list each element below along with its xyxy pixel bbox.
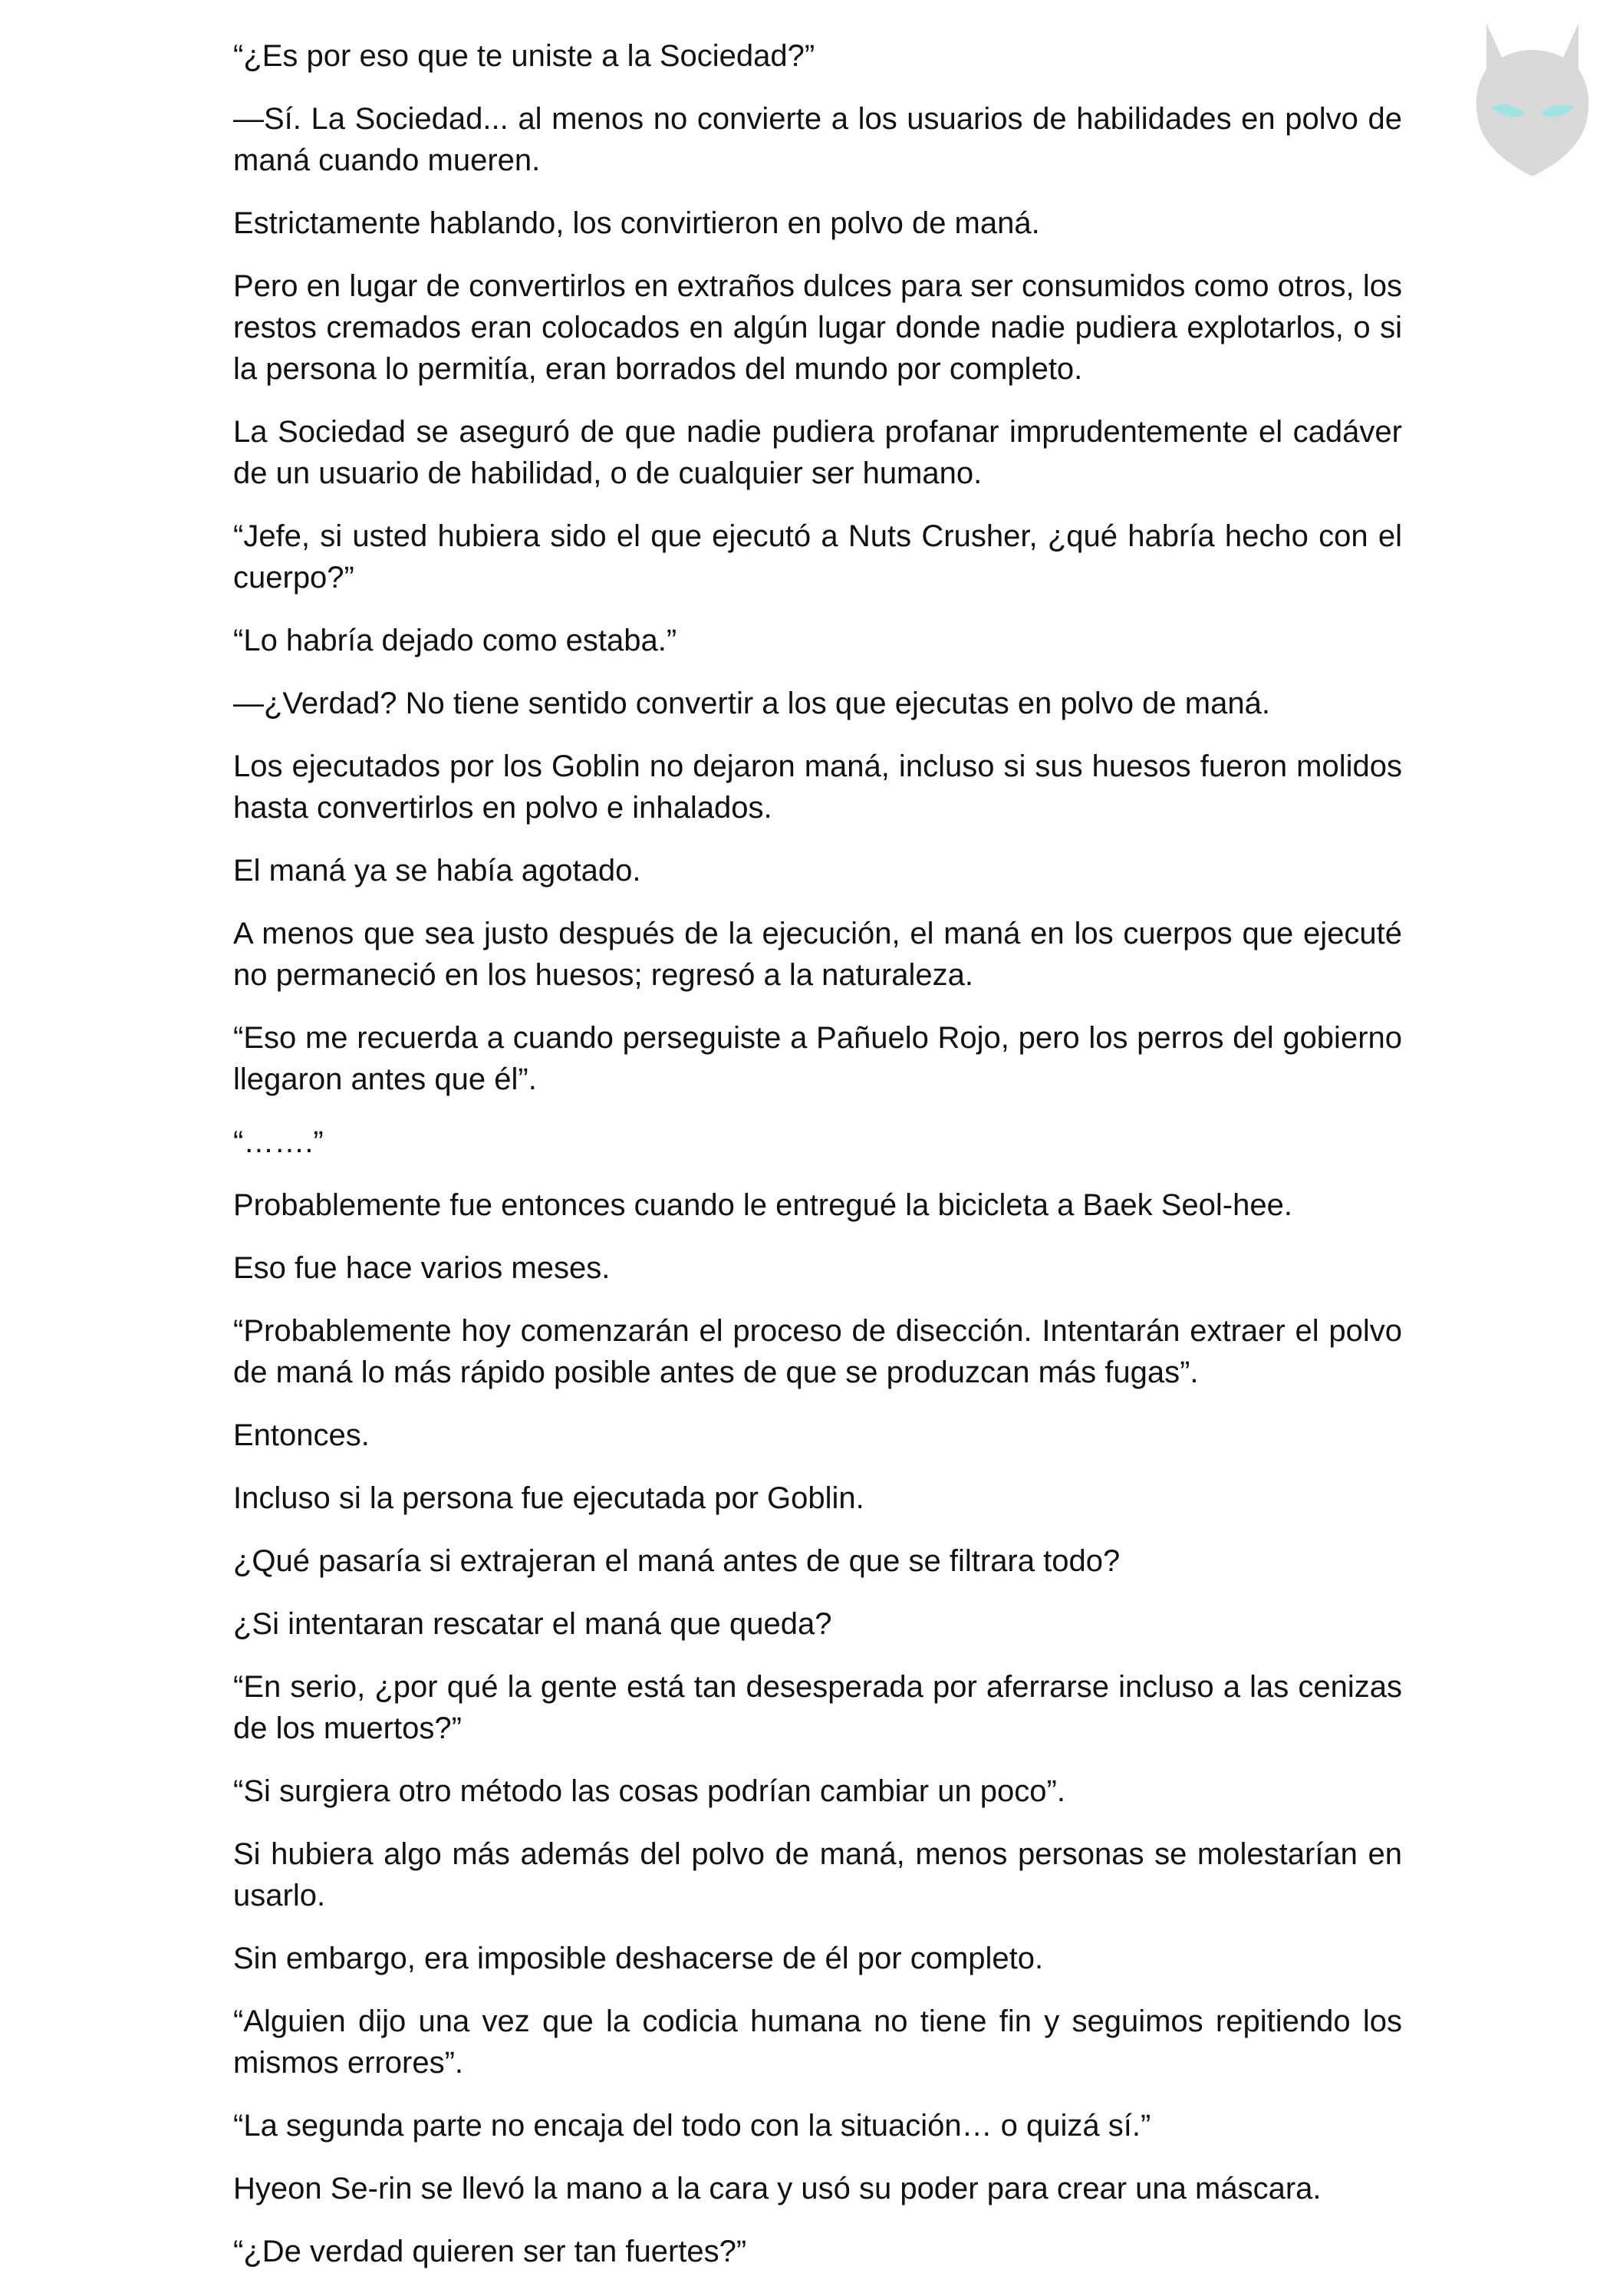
paragraph: A menos que sea justo después de la ejecución, el maná en los cuerpos que ejecuté no permaneció en los huesos; regresó a la naturaleza. xyxy=(233,917,1402,992)
paragraph: ¿Qué pasaría si extrajeran el maná antes de que se filtrara todo? xyxy=(233,1544,1121,1578)
paragraph: Incluso si la persona fue ejecutada por Goblin. xyxy=(233,1481,864,1515)
paragraph: “Alguien dijo una vez que la codicia humana no tiene fin y seguimos repitiendo los mismos errores”. xyxy=(233,2004,1402,2080)
document-body xyxy=(233,35,1402,2294)
paragraph: Si hubiera algo más además del polvo de maná, menos personas se molestarían en usarlo. xyxy=(233,1837,1402,1912)
paragraph: “Lo habría dejado como estaba.” xyxy=(233,624,677,657)
paragraph: “Si surgiera otro método las cosas podrían cambiar un poco”. xyxy=(233,1774,1065,1808)
paragraph: “Jefe, si usted hubiera sido el que ejecutó a Nuts Crusher, ¿qué habría hecho con el cuerpo?” xyxy=(233,519,1402,595)
paragraph: “La segunda parte no encaja del todo con la situación… o quizá sí.” xyxy=(233,2109,1151,2143)
paragraph: Los ejecutados por los Goblin no dejaron maná, incluso si sus huesos fueron molidos hasta convertirlos en polvo e inhalados. xyxy=(233,749,1402,825)
paragraph: “¿Es por eso que te uniste a la Sociedad?” xyxy=(233,39,815,73)
paragraph: Estrictamente hablando, los convirtieron en polvo de maná. xyxy=(233,206,1040,240)
paragraph: —¿Verdad? No tiene sentido convertir a los que ejecutas en polvo de maná. xyxy=(233,687,1270,720)
paragraph: Entonces. xyxy=(233,1418,370,1452)
paragraph: ¿Si intentaran rescatar el maná que queda? xyxy=(233,1607,832,1641)
watermark-logo xyxy=(1463,15,1602,192)
paragraph: El maná ya se había agotado. xyxy=(233,854,641,888)
paragraph: “¿De verdad quieren ser tan fuertes?” xyxy=(233,2235,747,2268)
paragraph: Sin embargo, era imposible deshacerse de él por completo. xyxy=(233,1942,1044,1975)
paragraph: “…….” xyxy=(233,1125,324,1159)
paragraph: “Probablemente hoy comenzarán el proceso de disección. Intentarán extraer el polvo de maná lo más rápido posible antes de que se produzcan más fugas”. xyxy=(233,1314,1402,1389)
paragraph: Hyeon Se-rin se llevó la mano a la cara y usó su poder para crear una máscara. xyxy=(233,2172,1322,2205)
paragraph: La Sociedad se aseguró de que nadie pudiera profanar imprudentemente el cadáver de un usuario de habilidad, o de cualquier ser humano. xyxy=(233,415,1402,490)
paragraph: Probablemente fue entonces cuando le entregué la bicicleta a Baek Seol-hee. xyxy=(233,1188,1292,1222)
paragraph: “En serio, ¿por qué la gente está tan desesperada por aferrarse incluso a las cenizas de los muertos?” xyxy=(233,1670,1402,1745)
paragraph: —Sí. La Sociedad... al menos no convierte a los usuarios de habilidades en polvo de maná cuando mueren. xyxy=(233,102,1402,177)
demon-head-logo-icon xyxy=(1463,15,1602,192)
paragraph: Eso fue hace varios meses. xyxy=(233,1251,611,1285)
paragraph: Pero en lugar de convertirlos en extraños dulces para ser consumidos como otros, los restos cremados eran colocados en algún lugar donde nadie pudiera explotarlos, o si la persona lo permitía, eran borrados del mundo por completo. xyxy=(233,269,1402,386)
paragraph: “Eso me recuerda a cuando perseguiste a Pañuelo Rojo, pero los perros del gobierno llegaron antes que él”. xyxy=(233,1021,1402,1096)
